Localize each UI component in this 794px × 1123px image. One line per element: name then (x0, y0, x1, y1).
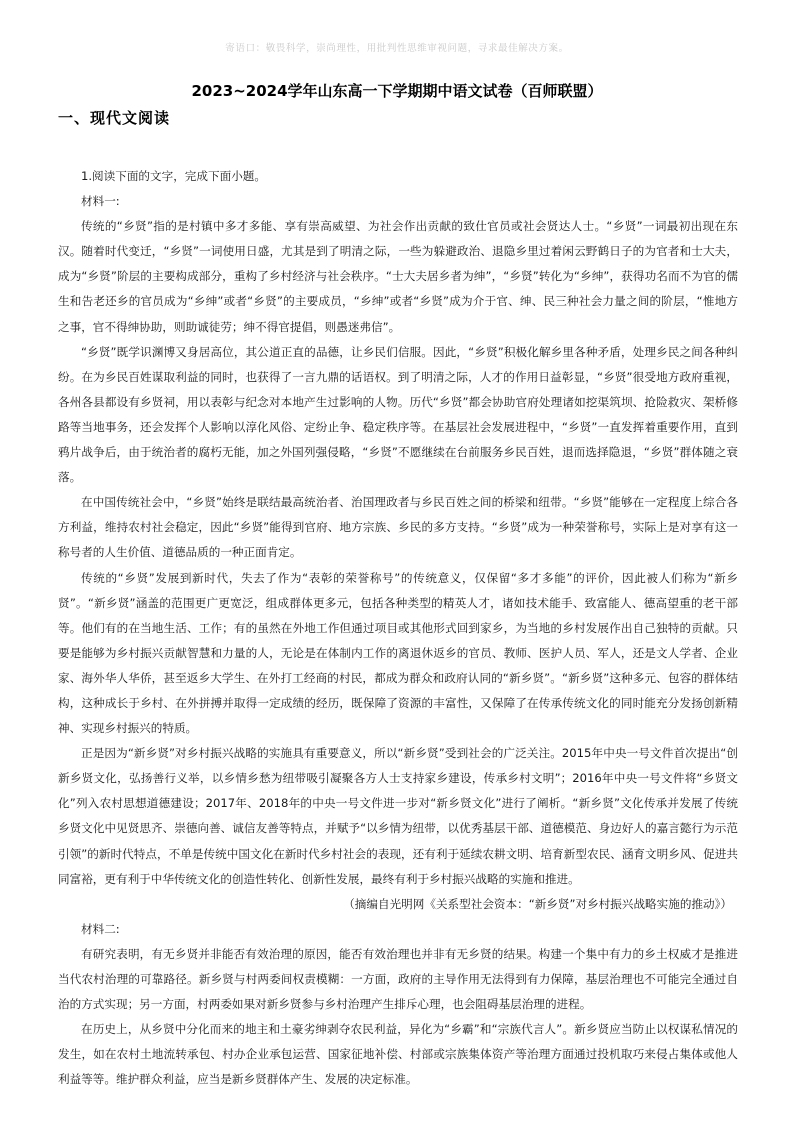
paragraph: 在中国传统社会中，“乡贤”始终是联结最高统治者、治国理政者与乡民百姓之间的桥梁和纽带。“乡贤”能够在一定程度上综合各方利益，维持农村社会稳定，因此“乡贤”能得到官府、地方宗族、乡民的多方支持。“乡贤”成为一种荣誉称号，实际上是对享有这一称号者的人生价值、道德品质的一种正面肯定。 (58, 495, 738, 560)
header-motto: 寄语口：敬畏科学，崇尚理性，用批判性思维审视问题，寻求最佳解决方案。 (225, 43, 569, 54)
paragraph: 传统的“乡贤”发展到新时代，失去了作为“表彰的荣誉称号”的传统意义，仅保留“多才多能”的评价，因此被人们称为“新乡贤”。“新乡贤”涵盖的范围更广更宽泛，组成群体更多元，包括各种类型的精英人才，诸如技术能手、致富能人、德高望重的老干部等。他们有的在当地生活、工作；有的虽然在外地工作但通过项目或其他形式回到家乡，为当地的乡村发展作出自己独特的贡献。只要是能够为乡村振兴贡献智慧和力量的人，无论是在体制内工作的离退休返乡的官员、教师、医护人员、军人，还是文人学者、企业家、海外华人华侨，甚至返乡大学生、在外打工经商的村民，都成为群众和政府认同的“新乡贤”。“新乡贤”这种多元、包容的群体结构，这种成长于乡村、在外拼搏并取得一定成绩的经历，既保障了资源的丰富性，又保障了在传承传统文化的同时能充分发扬创新精神、实现乡村振兴的特质。 (58, 570, 738, 736)
source-citation: （摘编自光明网《关系型社会资本：“新乡贤”对乡村振兴战略实施的推动》） (343, 896, 732, 911)
paragraph: 传统的“乡贤”指的是村镇中多才多能、享有崇高威望、为社会作出贡献的致仕官员或社会贤达人士。“乡贤”一词最初出现在东汉。随着时代变迁，“乡贤”一词使用日盛，尤其是到了明清之际，一些为躲避政治、退隐乡里过着闲云野鹤日子的为官者和士大夫，成为“乡贤”阶层的主要构成部分，重构了乡村经济与社会秩序。“士大夫居乡者为绅”，“乡贤”转化为“乡绅”，获得功名而不为官的儒生和告老还乡的官员成为“乡绅”或者“乡贤”的主要成员，“乡绅”或者“乡贤”成为介于官、绅、民三种社会力量之间的阶层，“惟地方之事，官不得绅协助，则助诚徒劳；绅不得官提倡，则愚迷弗信”。 (58, 219, 738, 334)
document-title: 2023~2024学年山东高一下学期期中语文试卷（百师联盟） (191, 82, 603, 100)
paragraph: 在历史上，从乡贤中分化而来的地主和土豪劣绅剥夺农民利益，异化为“乡霸”和“宗族代言人”。新乡贤应当防止以权谋私情况的发生，如在农村土地流转承包、村办企业承包运营、国家征地补偿、村部或宗族集体资产等治理方面通过投机取巧来侵占集体或他人利益等等。维护群众利益，应当是新乡贤群体产生、发展的决定标准。 (58, 1022, 738, 1087)
paragraph: 有研究表明，有无乡贤并非能否有效治理的原因，能否有效治理也并非有无乡贤的结果。构建一个集中有力的乡土权威才是推进当代农村治理的可靠路径。新乡贤与村两委间权责模糊：一方面，政府的主导作用无法得到有力保障，基层治理也不可能完全通过自治的方式实现；另一方面，村两委如果对新乡贤参与乡村治理产生排斥心理，也会阻碍基层治理的进程。 (58, 946, 738, 1012)
material-label: 材料一: (81, 194, 120, 209)
material-label: 材料二: (81, 921, 120, 936)
section-heading: 一、现代文阅读 (58, 109, 171, 127)
question-prompt: 1.阅读下面的文字，完成下面小题。 (81, 169, 266, 183)
paragraph: 正是因为“新乡贤”对乡村振兴战略的实施具有重要意义，所以“新乡贤”受到社会的广泛关注。2015年中央一号文件首次提出“创新乡贤文化，弘扬善行义举，以乡情乡愁为纽带吸引凝聚各方人士支持家乡建设，传承乡村文明”；2016年中央一号文件将“乡贤文化”列入农村思想道德建设；2017年、2018年的中央一号文件进一步对“新乡贤文化”进行了阐析。“新乡贤”文化传承并发展了传统乡贤文化中见贤思齐、崇德向善、诚信友善等特点，并赋予“以乡情为纽带，以优秀基层干部、道德模范、身边好人的嘉言懿行为示范引领”的新时代特点，不单是传统中国文化在新时代乡村社会的表现，还有利于延续农耕文明、培育新型农民、涵育文明乡风、促进共同富裕，更有利于中华传统文化的创造性转化、创新性发展，最终有利于乡村振兴战略的实施和推进。 (58, 746, 738, 886)
paragraph: “乡贤”既学识渊博又身居高位，其公道正直的品德，让乡民们信服。因此，“乡贤”积极化解乡里各种矛盾，处理乡民之间各种纠纷。在为乡民百姓谋取利益的同时，也获得了一言九鼎的话语权。到了明清之际，人才的作用日益彰显，“乡贤”很受地方政府重视，各州各县都设有乡贤祠，用以表彰与纪念对本地产生过影响的人物。历代“乡贤”都会协助官府处理诸如挖渠筑坝、抢险救灾、架桥修路等当地事务，还会发挥个人影响以淳化风俗、定纷止争、稳定秩序等。在基层社会发展进程中，“乡贤”一直发挥着重要作用，直到鸦片战争后，由于统治者的腐朽无能，加之外国列强侵略，“乡贤”不愿继续在台前服务乡民百姓，退而选择隐退，“乡贤”群体随之衰落。 (58, 344, 738, 485)
document-body (58, 164, 738, 1092)
